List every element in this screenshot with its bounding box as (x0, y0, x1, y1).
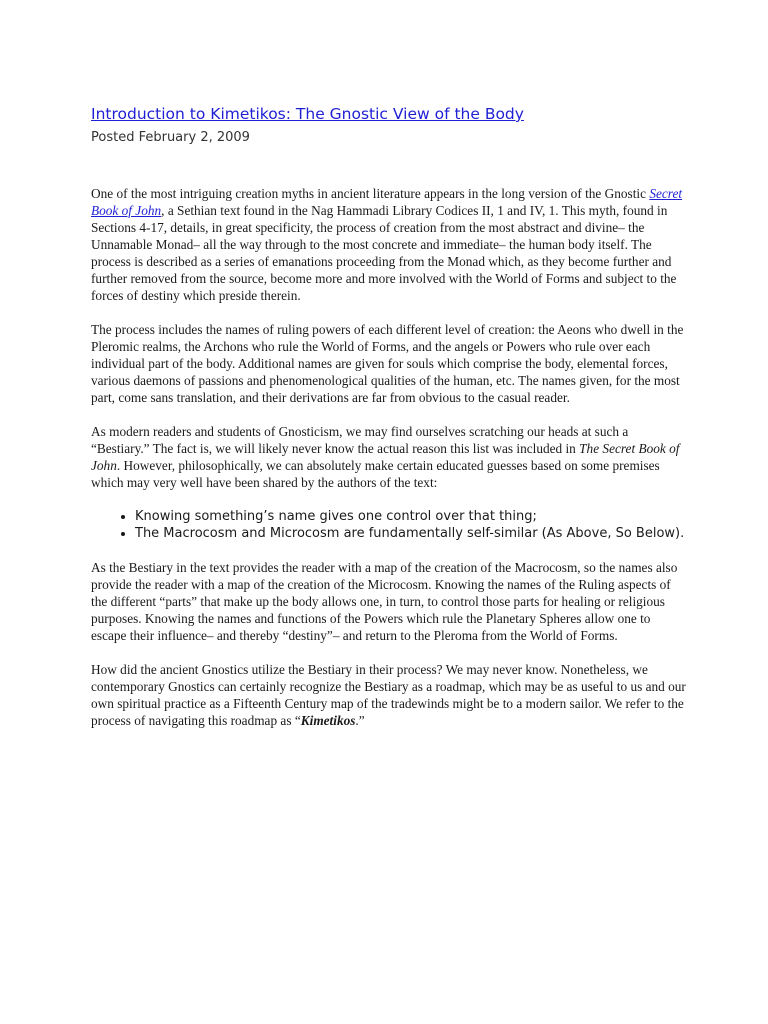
post-title-link[interactable]: Introduction to Kimetikos: The Gnostic View of the Body (91, 105, 524, 123)
paragraph-3 (91, 423, 686, 491)
list-item: • Knowing something’s name gives one control over that thing; (135, 508, 686, 525)
kimetikos-term: Kimetikos (300, 713, 356, 728)
secret-book-of-john-link[interactable]: Secret Book of John (91, 186, 683, 218)
posted-date: Posted February 2, 2009 (91, 130, 250, 145)
paragraph-1 (91, 185, 686, 304)
paragraph-3-text-b: . However, philosophically, we can absolutely make certain educated guesses based on some premises which may very well have been shared by the authors of the text: (91, 458, 660, 490)
paragraph-5-text-a: How did the ancient Gnostics utilize the Bestiary in their process? We may never know. Nonetheless, we contemporary Gnostics can certainly recognize the Bestiary as a roadmap, which may be as useful to us and our own spiritual practice as a Fifteenth Century map of the tradewinds might be to a modern sailor. We refer to the process of navigating this roadmap as “ (91, 662, 686, 728)
paragraph-1-text-a: One of the most intriguing creation myths in ancient literature appears in the long version of the Gnostic (91, 186, 650, 201)
list-item: • The Macrocosm and Microcosm are fundamentally self-similar (As Above, So Below). (135, 525, 686, 542)
paragraph-1-text-b: , a Sethian text found in the Nag Hammadi Library Codices II, 1 and IV, 1. This myth, found in Sections 4-17, details, in great specificity, the process of creation from the most abstract and divine– the Unnamable Monad– all the way through to the most concrete and immediate– the human body itself. The process is described as a series of emanations proceeding from the Monad which, as they become further and further removed from the source, become more and more involved with the World of Forms and subject to the forces of destiny which preside therein. (91, 203, 677, 303)
paragraph-2: The process includes the names of ruling powers of each different level of creation: the Aeons who dwell in the Pleromic realms, the Archons who rule the World of Forms, and the angels or Powers who rule over each individual part of the body. Additional names are given for souls which comprise the body, elemental forces, various daemons of passions and phenomenological qualities of the human, etc. The names given, for the most part, come sans translation, and their derivations are far from obvious to the casual reader. (91, 322, 684, 405)
paragraph-4: As the Bestiary in the text provides the reader with a map of the creation of the Macrocosm, so the names also provide the reader with a map of the creation of the Microcosm. Knowing the names of the Ruling aspects of the different “parts” that make up the body allows one, in turn, to control those parts for healing or religious purposes. Knowing the names and functions of the Powers which rule the Planetary Spheres allow one to escape their influence– and thereby “destiny”– and return to the Pleroma from the World of Forms. (91, 560, 678, 643)
paragraph-5-text-b: .” (355, 713, 365, 728)
premises-list (91, 508, 686, 542)
article-body (91, 185, 686, 746)
book-title-emphasis: The Secret Book of John (91, 441, 680, 473)
paragraph-3-text-a: As modern readers and students of Gnosticism, we may find ourselves scratching our heads at such a “Bestiary.” The fact is, we will likely never know the actual reason this list was included in (91, 424, 629, 456)
paragraph-5 (91, 661, 686, 729)
